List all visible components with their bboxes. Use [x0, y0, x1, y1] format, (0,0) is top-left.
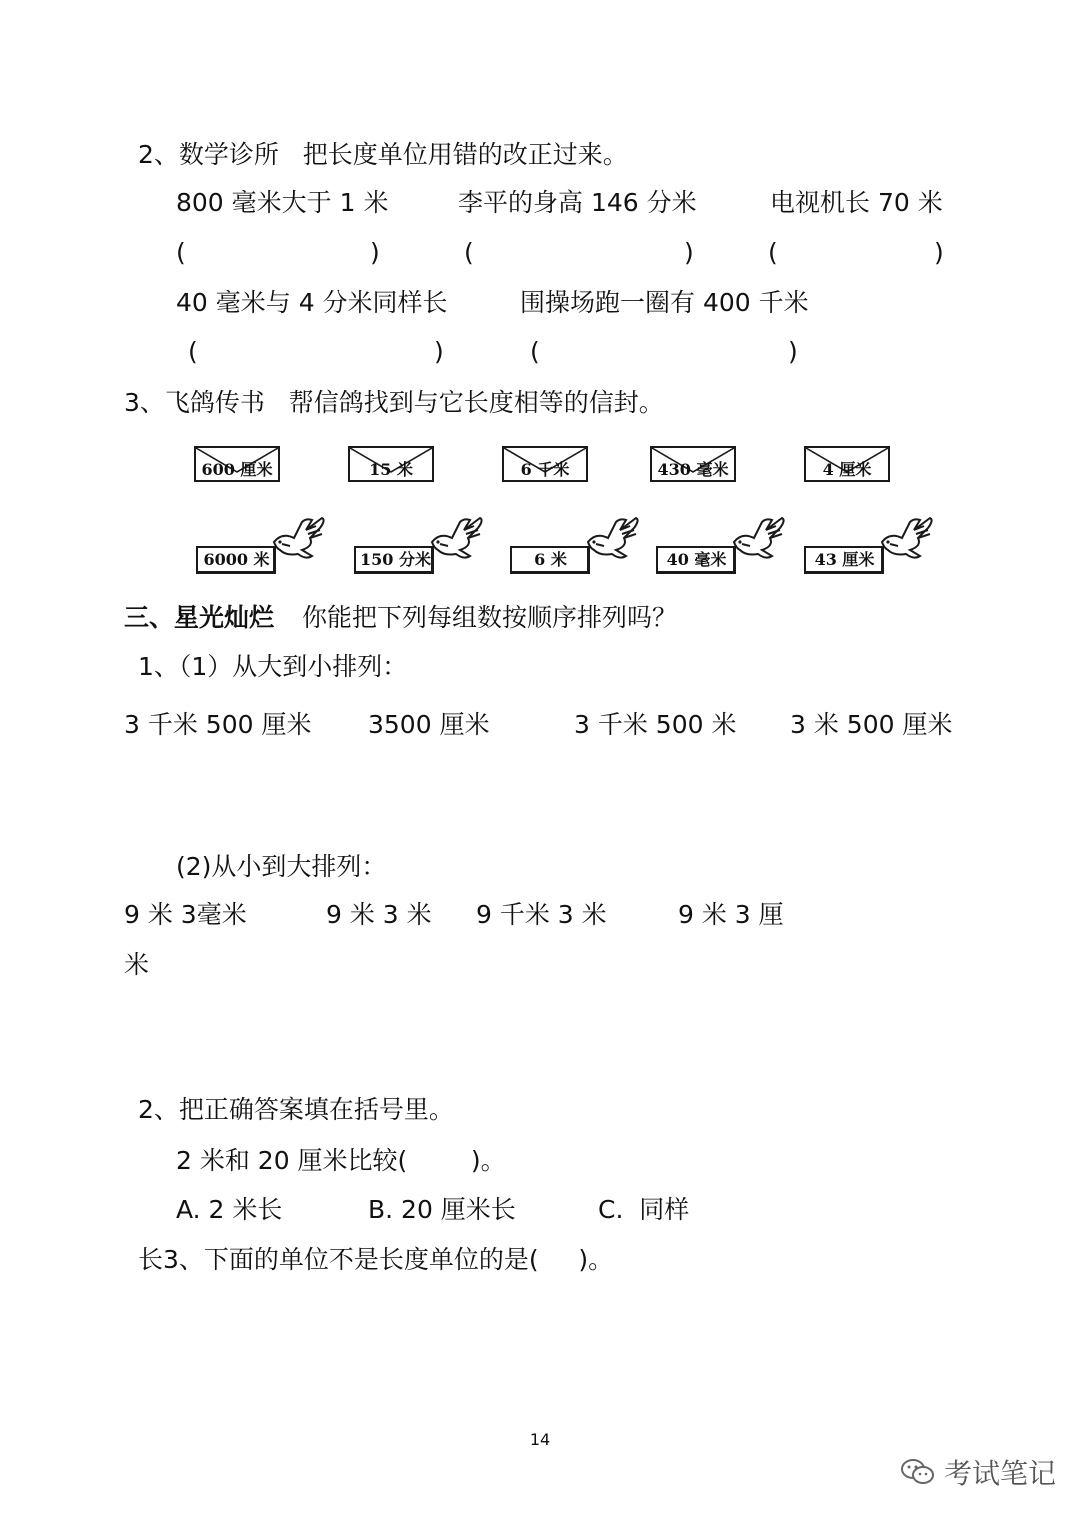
answer-paren-open: ( [530, 337, 540, 366]
q1b-subtitle: (2)从小到大排列： [176, 852, 387, 881]
sort-item: 9 米 3 厘 [678, 900, 784, 929]
answer-paren-close: ) [788, 337, 798, 366]
envelope-label: 430 毫米 [657, 460, 729, 479]
q2-title: 2、把正确答案填在括号里。 [138, 1095, 454, 1124]
pigeon-card [510, 546, 590, 574]
envelope [348, 446, 434, 482]
answer-paren-open: ( [176, 238, 186, 267]
q1-subtitle: 1、（1）从大到小排列： [138, 652, 408, 681]
pigeon-icon [586, 516, 642, 562]
pigeon-label: 6000 米 [203, 550, 270, 569]
sort-item: 3 米 500 厘米 [790, 710, 953, 739]
pigeon-icon [880, 516, 936, 562]
pigeon-icon [272, 516, 328, 562]
envelope [650, 446, 736, 482]
sort-item: 9 米 3 米 [326, 900, 432, 929]
q2-option-c: C. 同样 [598, 1195, 690, 1224]
answer-paren-close: ) [434, 337, 444, 366]
sort-item: 9 米 3毫米 [124, 900, 247, 929]
answer-paren-close: ) [684, 238, 694, 267]
item-1: 800 毫米大于 1 米 [176, 188, 389, 217]
sort-item-wrap: 米 [124, 950, 150, 979]
envelope [502, 446, 588, 482]
section-3-title: 3、飞鸽传书 帮信鸽找到与它长度相等的信封。 [124, 388, 664, 417]
item-4: 40 毫米与 4 分米同样长 [176, 288, 448, 317]
part-3-question: 你能把下列每组数按顺序排列吗？ [302, 603, 678, 632]
q2-option-b: B. 20 厘米长 [368, 1195, 516, 1224]
pigeon-label: 6 米 [534, 550, 567, 569]
watermark-text: 考试笔记 [944, 1457, 1057, 1490]
envelope [194, 446, 280, 482]
pigeon-card [804, 546, 884, 574]
envelope-label: 4 厘米 [822, 460, 872, 479]
pigeon-card [196, 546, 276, 574]
part-3-heading: 三、星光灿烂 [124, 603, 275, 632]
answer-paren-open: ( [464, 238, 474, 267]
answer-paren-open: ( [188, 337, 198, 366]
sort-item: 3500 厘米 [368, 710, 490, 739]
page-number: 14 [529, 1430, 551, 1449]
item-3: 电视机长 70 米 [770, 188, 943, 217]
pigeon-card [354, 546, 434, 574]
envelope-label: 6 千米 [520, 460, 570, 479]
sort-item: 3 千米 500 米 [574, 710, 737, 739]
pigeon-label: 40 毫米 [666, 550, 727, 569]
sort-item: 3 千米 500 厘米 [124, 710, 312, 739]
envelope-label: 15 米 [369, 460, 413, 479]
item-2: 李平的身高 146 分米 [458, 188, 697, 217]
answer-paren-close: ) [934, 238, 944, 267]
q2-option-a: A. 2 米长 [176, 1195, 283, 1224]
watermark [900, 1452, 1056, 1492]
pigeon-card [656, 546, 736, 574]
envelope-label: 600 厘米 [201, 460, 273, 479]
item-5: 围操场跑一圈有 400 千米 [520, 288, 809, 317]
answer-paren-open: ( [768, 238, 778, 267]
envelope [804, 446, 890, 482]
q3-title: 长3、下面的单位不是长度单位的是( )。 [138, 1245, 614, 1274]
answer-paren-close: ) [370, 238, 380, 267]
pigeon-icon [430, 516, 486, 562]
pigeon-label: 150 分米 [360, 550, 431, 569]
pigeon-label: 43 厘米 [814, 550, 875, 569]
q2-stem: 2 米和 20 厘米比较( )。 [176, 1146, 506, 1175]
sort-item: 9 千米 3 米 [476, 900, 607, 929]
section-2-title: 2、数学诊所 把长度单位用错的改正过来。 [138, 140, 628, 169]
pigeon-icon [732, 516, 788, 562]
wechat-icon [900, 1457, 936, 1487]
